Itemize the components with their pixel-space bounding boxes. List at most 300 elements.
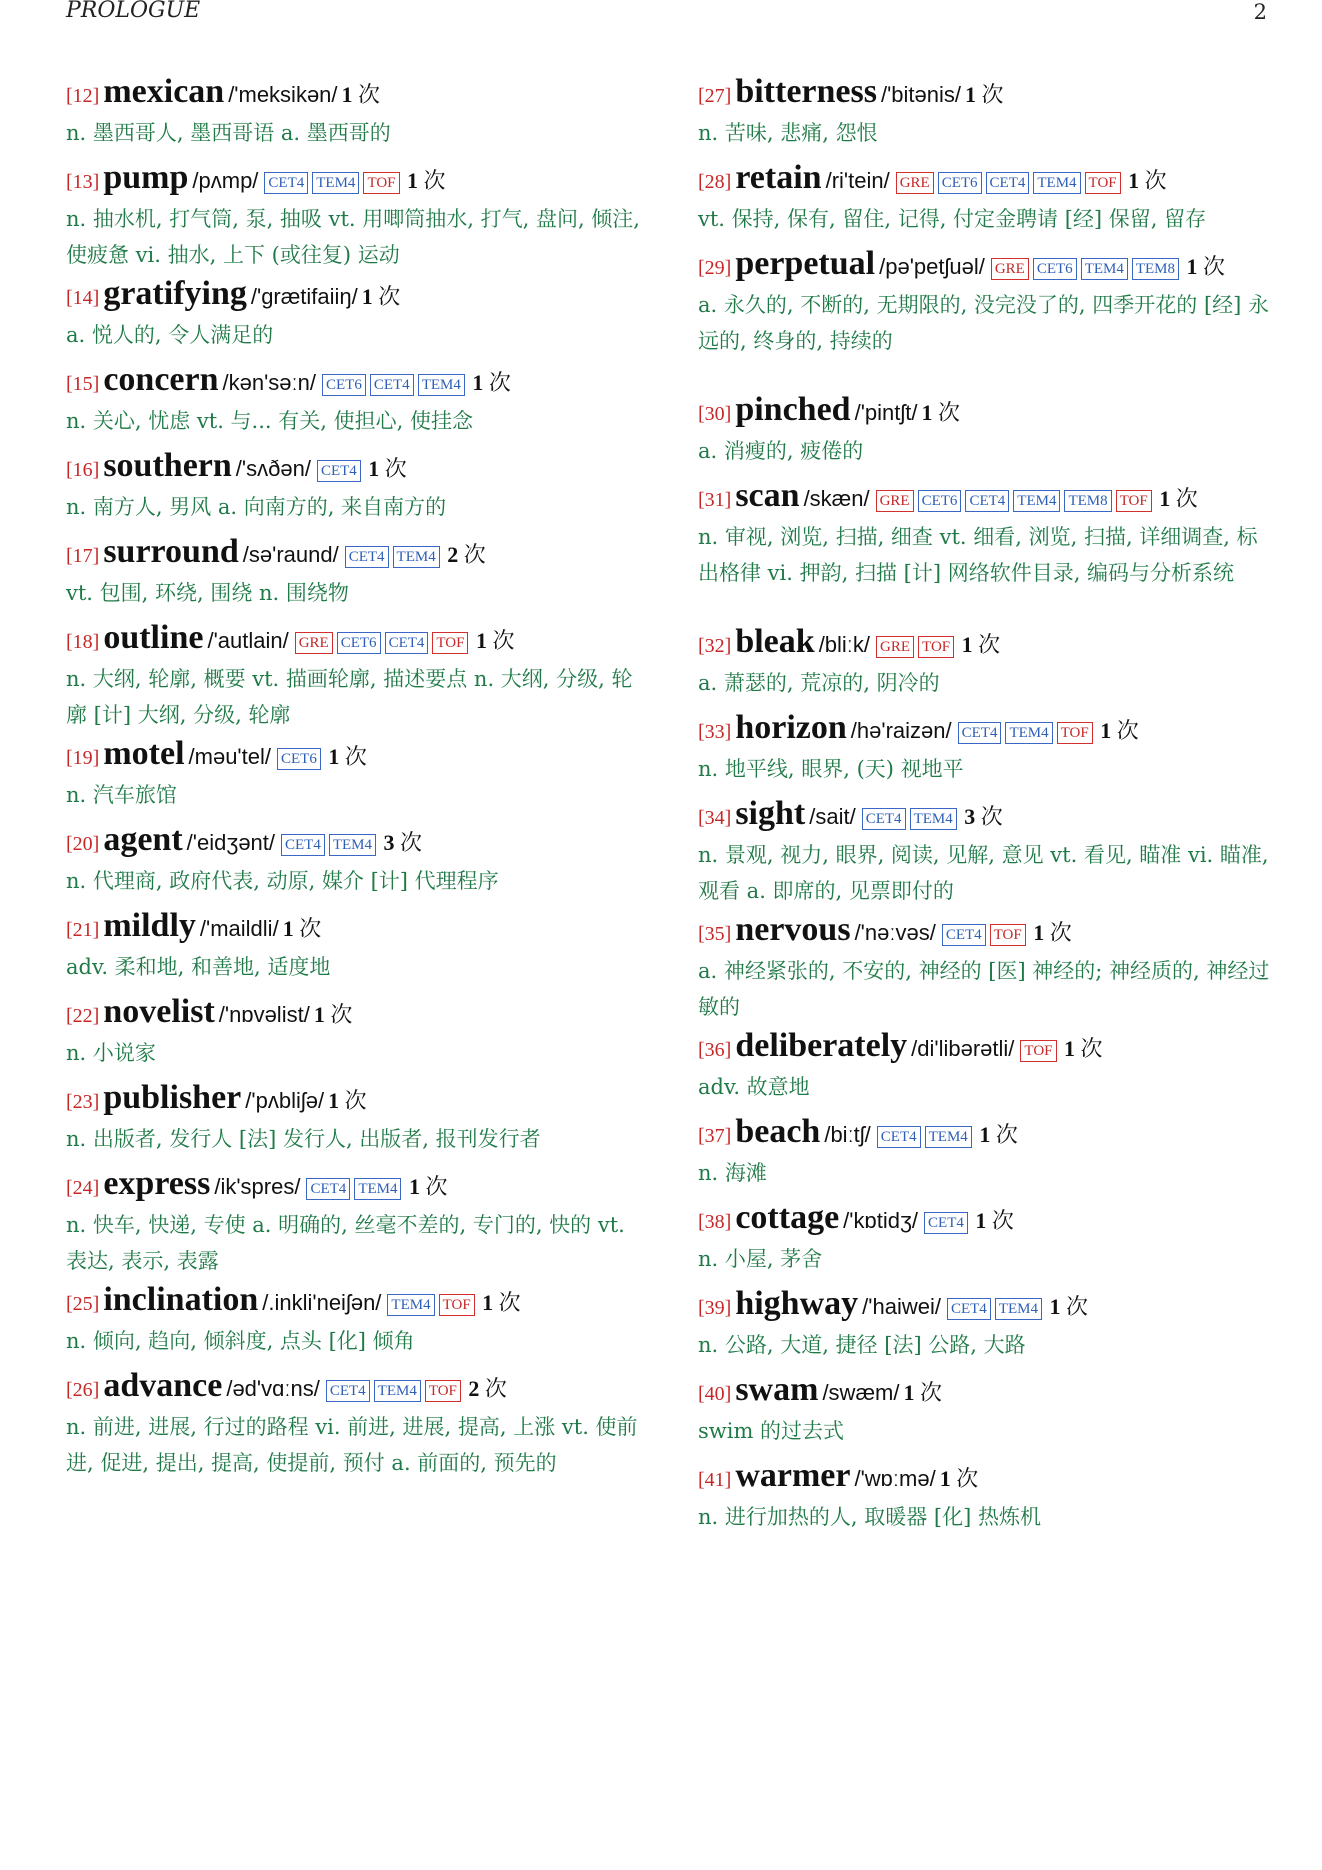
exam-tag-cet4: CET4 <box>947 1298 991 1320</box>
word-entry <box>698 794 1270 909</box>
headword: pinched <box>735 391 851 428</box>
count-unit: 次 <box>484 1376 507 1401</box>
occurrence-count <box>442 542 486 567</box>
entry-headline <box>698 1112 1270 1153</box>
entry-number: [28] <box>698 171 732 193</box>
entry-headline <box>66 274 646 315</box>
occurrence-count <box>940 1466 979 1491</box>
entry-number: [13] <box>66 171 100 193</box>
exam-tag-tof: TOF <box>1116 490 1152 512</box>
occurrence-count <box>402 168 446 193</box>
entry-number: [17] <box>66 545 100 567</box>
entry-headline <box>698 390 1270 431</box>
entry-number: [36] <box>698 1039 732 1061</box>
entry-headline <box>66 1164 646 1205</box>
entry-headline <box>698 708 1270 749</box>
entry-headline <box>698 1198 1270 1239</box>
entry-headline <box>66 906 646 947</box>
exam-tag-tem4: TEM4 <box>418 374 465 396</box>
occurrence-count <box>363 456 407 481</box>
headword: inclination <box>103 1281 259 1318</box>
exam-tag-cet6: CET6 <box>938 172 982 194</box>
entry-number: [15] <box>66 373 100 395</box>
exam-tag-cet4: CET4 <box>877 1126 921 1148</box>
pronunciation: /məu'tel/ <box>188 744 271 769</box>
count-unit: 次 <box>1116 718 1139 743</box>
count-number: 3 <box>383 830 395 855</box>
occurrence-count <box>477 1290 521 1315</box>
definition: vt. 包围, 环绕, 围绕 n. 围绕物 <box>66 580 349 605</box>
count-unit: 次 <box>995 1122 1018 1147</box>
pronunciation: /kən'səːn/ <box>222 370 316 395</box>
definition: n. 关心, 忧虑 vt. 与... 有关, 使担心, 使挂念 <box>66 408 473 433</box>
count-unit: 次 <box>299 916 322 941</box>
definition: n. 抽水机, 打气筒, 泵, 抽吸 vt. 用唧筒抽水, 打气, 盘问, 倾注, 使疲惫 vi. 抽水, 上下 (或往复) 运动 <box>66 206 640 267</box>
exam-tag-tof: TOF <box>918 636 954 658</box>
count-unit: 次 <box>492 628 515 653</box>
pronunciation: /'pintʃt/ <box>854 400 918 425</box>
word-entry <box>66 734 646 813</box>
pronunciation: /bliːk/ <box>818 632 871 657</box>
word-entry <box>698 1370 1270 1449</box>
occurrence-count <box>1095 718 1139 743</box>
headword: novelist <box>103 993 215 1030</box>
occurrence-count <box>970 1208 1014 1233</box>
count-unit: 次 <box>488 370 511 395</box>
word-entry <box>698 72 1270 151</box>
word-entry <box>66 992 646 1071</box>
definition: a. 永久的, 不断的, 无期限的, 没完没了的, 四季开花的 [经] 永远的, 终身的, 持续的 <box>698 292 1270 353</box>
headword: bleak <box>735 623 815 660</box>
count-unit: 次 <box>1144 168 1167 193</box>
count-number: 2 <box>447 542 459 567</box>
occurrence-count <box>1059 1036 1103 1061</box>
exam-tag-tof: TOF <box>1057 722 1093 744</box>
count-number: 1 <box>361 284 373 309</box>
count-unit: 次 <box>358 82 381 107</box>
definition: a. 悦人的, 令人满足的 <box>66 322 274 347</box>
headword: horizon <box>735 709 847 746</box>
count-unit: 次 <box>919 1380 942 1405</box>
count-unit: 次 <box>384 456 407 481</box>
count-number: 1 <box>975 1208 987 1233</box>
count-unit: 次 <box>991 1208 1014 1233</box>
occurrence-count <box>470 628 514 653</box>
exam-tag-tem4: TEM4 <box>354 1178 401 1200</box>
occurrence-count <box>378 830 422 855</box>
occurrence-count <box>1181 254 1225 279</box>
definition: n. 南方人, 男风 a. 向南方的, 来自南方的 <box>66 494 447 519</box>
count-unit: 次 <box>1065 1294 1088 1319</box>
count-number: 1 <box>408 1174 420 1199</box>
entry-number: [22] <box>66 1005 100 1027</box>
count-unit: 次 <box>344 1088 367 1113</box>
exam-tag-cet4: CET4 <box>986 172 1030 194</box>
count-unit: 次 <box>378 284 401 309</box>
definition: a. 萧瑟的, 荒凉的, 阴冷的 <box>698 670 940 695</box>
pronunciation: /'haiwei/ <box>862 1294 941 1319</box>
headword: agent <box>103 821 183 858</box>
occurrence-count <box>328 1088 367 1113</box>
count-number: 1 <box>961 632 973 657</box>
pronunciation: /'kɒtidʒ/ <box>843 1208 919 1233</box>
exam-tag-tem4: TEM4 <box>387 1294 434 1316</box>
exam-tag-gre: GRE <box>876 636 914 658</box>
word-entry <box>698 1284 1270 1363</box>
count-unit: 次 <box>956 1466 979 1491</box>
count-number: 1 <box>407 168 419 193</box>
entry-headline <box>698 476 1270 517</box>
word-entry <box>66 1366 646 1481</box>
headword: swam <box>735 1371 819 1408</box>
occurrence-count <box>903 1380 942 1405</box>
count-number: 1 <box>328 744 340 769</box>
exam-tag-tem4: TEM4 <box>910 808 957 830</box>
pronunciation: /sait/ <box>809 804 856 829</box>
exam-tag-tem4: TEM4 <box>995 1298 1042 1320</box>
word-entry <box>66 446 646 525</box>
exam-tag-tem8: TEM8 <box>1132 258 1179 280</box>
count-number: 1 <box>1128 168 1140 193</box>
word-entry <box>66 1164 646 1279</box>
count-number: 2 <box>468 1376 480 1401</box>
entry-number: [26] <box>66 1379 100 1401</box>
exam-tag-tem4: TEM4 <box>1081 258 1128 280</box>
count-number: 1 <box>979 1122 991 1147</box>
occurrence-count <box>314 1002 353 1027</box>
entry-number: [25] <box>66 1293 100 1315</box>
headword: nervous <box>735 911 851 948</box>
headword: mildly <box>103 907 196 944</box>
occurrence-count <box>403 1174 447 1199</box>
entry-number: [34] <box>698 807 732 829</box>
headword: deliberately <box>735 1027 908 1064</box>
word-entry <box>66 274 646 353</box>
entry-number: [24] <box>66 1177 100 1199</box>
occurrence-count <box>959 804 1003 829</box>
count-unit: 次 <box>463 542 486 567</box>
exam-tag-cet4: CET4 <box>264 172 308 194</box>
definition: n. 景观, 视力, 眼界, 阅读, 见解, 意见 vt. 看见, 瞄准 vi. 瞄准, 观看 a. 即席的, 见票即付的 <box>698 842 1269 903</box>
headword: beach <box>735 1113 821 1150</box>
occurrence-count <box>362 284 401 309</box>
entry-headline <box>66 158 646 199</box>
definition: n. 审视, 浏览, 扫描, 细查 vt. 细看, 浏览, 扫描, 详细调查, 标出格律 vi. 押韵, 扫描 [计] 网络软件目录, 编码与分析系统 <box>698 524 1258 585</box>
occurrence-count <box>922 400 961 425</box>
count-unit: 次 <box>330 1002 353 1027</box>
word-entry <box>66 72 646 151</box>
entry-number: [30] <box>698 403 732 425</box>
pronunciation: /pʌmp/ <box>192 168 259 193</box>
headword: scan <box>735 477 800 514</box>
entry-headline <box>698 622 1270 663</box>
exam-tag-gre: GRE <box>295 632 333 654</box>
pronunciation: /pə'petʃuəl/ <box>879 254 985 279</box>
count-number: 1 <box>1159 486 1171 511</box>
word-entry <box>698 1456 1270 1535</box>
definition: n. 倾向, 趋向, 倾斜度, 点头 [化] 倾角 <box>66 1328 415 1353</box>
count-unit: 次 <box>400 830 423 855</box>
exam-tag-cet6: CET6 <box>1033 258 1077 280</box>
headword: highway <box>735 1285 859 1322</box>
page-number: 2 <box>1253 0 1267 24</box>
entry-headline <box>698 794 1270 835</box>
exam-tag-tof: TOF <box>1020 1040 1056 1062</box>
count-unit: 次 <box>1175 486 1198 511</box>
entry-number: [16] <box>66 459 100 481</box>
occurrence-count <box>974 1122 1018 1147</box>
word-entry <box>66 1078 646 1157</box>
definition: swim 的过去式 <box>698 1418 845 1443</box>
count-unit: 次 <box>425 1174 448 1199</box>
exam-tag-cet4: CET4 <box>326 1380 370 1402</box>
word-entry <box>66 158 646 273</box>
pronunciation: /'grætifaiiŋ/ <box>250 284 358 309</box>
occurrence-count <box>323 744 367 769</box>
word-entry <box>698 1198 1270 1277</box>
headword: publisher <box>103 1079 242 1116</box>
definition: n. 小说家 <box>66 1040 156 1065</box>
headword: express <box>103 1165 211 1202</box>
exam-tag-cet4: CET4 <box>370 374 414 396</box>
count-number: 1 <box>939 1466 951 1491</box>
count-number: 1 <box>475 628 487 653</box>
exam-tag-cet6: CET6 <box>918 490 962 512</box>
entry-number: [38] <box>698 1211 732 1233</box>
exam-tag-tem4: TEM4 <box>1005 722 1052 744</box>
entry-headline <box>66 1366 646 1407</box>
entry-number: [23] <box>66 1091 100 1113</box>
headword: cottage <box>735 1199 840 1236</box>
headword: southern <box>103 447 232 484</box>
entry-number: [18] <box>66 631 100 653</box>
count-number: 1 <box>472 370 484 395</box>
definition: adv. 柔和地, 和善地, 适度地 <box>66 954 331 979</box>
pronunciation: /'pʌbliʃə/ <box>245 1088 325 1113</box>
occurrence-count <box>1028 920 1072 945</box>
exam-tag-gre: GRE <box>896 172 934 194</box>
entry-number: [39] <box>698 1297 732 1319</box>
definition: adv. 故意地 <box>698 1074 810 1099</box>
entry-number: [32] <box>698 635 732 657</box>
pronunciation: /di'libərətli/ <box>911 1036 1015 1061</box>
word-entry <box>698 476 1270 591</box>
headword: motel <box>103 735 185 772</box>
exam-tag-tof: TOF <box>990 924 1026 946</box>
exam-tag-cet4: CET4 <box>345 546 389 568</box>
entry-number: [33] <box>698 721 732 743</box>
exam-tag-tof: TOF <box>1085 172 1121 194</box>
exam-tag-tem4: TEM4 <box>329 834 376 856</box>
count-unit: 次 <box>1080 1036 1103 1061</box>
entry-number: [35] <box>698 923 732 945</box>
entry-headline <box>66 360 646 401</box>
word-entry <box>698 1026 1270 1105</box>
word-entry <box>66 906 646 985</box>
pronunciation: /skæn/ <box>803 486 870 511</box>
exam-tag-cet4: CET4 <box>281 834 325 856</box>
definition: n. 公路, 大道, 捷径 [法] 公路, 大路 <box>698 1332 1026 1357</box>
pronunciation: /'maildli/ <box>199 916 279 941</box>
exam-tag-gre: GRE <box>876 490 914 512</box>
definition: a. 神经紧张的, 不安的, 神经的 [医] 神经的; 神经质的, 神经过敏的 <box>698 958 1270 1019</box>
headword: retain <box>735 159 822 196</box>
pronunciation: /ri'tein/ <box>825 168 890 193</box>
exam-tag-tem4: TEM4 <box>925 1126 972 1148</box>
definition: n. 前进, 进展, 行过的路程 vi. 前进, 进展, 提高, 上涨 vt. 使前进, 促进, 提出, 提高, 使提前, 预付 a. 前面的, 预先的 <box>66 1414 638 1475</box>
count-number: 1 <box>1064 1036 1075 1061</box>
running-header-title: PROLOGUE <box>66 0 201 23</box>
count-unit: 次 <box>498 1290 521 1315</box>
exam-tag-gre: GRE <box>991 258 1029 280</box>
count-number: 1 <box>313 1002 325 1027</box>
exam-tag-cet6: CET6 <box>277 748 321 770</box>
entry-number: [27] <box>698 85 732 107</box>
definition: vt. 保持, 保有, 留住, 记得, 付定金聘请 [经] 保留, 留存 <box>698 206 1207 231</box>
exam-tag-cet6: CET6 <box>322 374 366 396</box>
entry-number: [41] <box>698 1469 732 1491</box>
headword: bitterness <box>735 73 877 110</box>
definition: n. 汽车旅馆 <box>66 782 177 807</box>
count-number: 1 <box>965 82 977 107</box>
exam-tag-cet4: CET4 <box>942 924 986 946</box>
count-unit: 次 <box>423 168 446 193</box>
count-unit: 次 <box>981 82 1004 107</box>
entry-headline <box>698 910 1270 951</box>
occurrence-count <box>467 370 511 395</box>
pronunciation: /'bitənis/ <box>880 82 962 107</box>
entry-number: [37] <box>698 1125 732 1147</box>
count-number: 1 <box>1100 718 1112 743</box>
exam-tag-tof: TOF <box>425 1380 461 1402</box>
exam-tag-tem8: TEM8 <box>1064 490 1111 512</box>
exam-tag-tem4: TEM4 <box>1033 172 1080 194</box>
count-unit: 次 <box>978 632 1001 657</box>
word-entry <box>66 1280 646 1359</box>
word-entry <box>66 820 646 899</box>
pronunciation: /'nɒvəlist/ <box>218 1002 310 1027</box>
definition: n. 大纲, 轮廓, 概要 vt. 描画轮廓, 描述要点 n. 大纲, 分级, 轮廓 [计] 大纲, 分级, 轮廓 <box>66 666 633 727</box>
count-unit: 次 <box>1203 254 1226 279</box>
entry-headline <box>66 1078 646 1119</box>
definition: n. 海滩 <box>698 1160 767 1185</box>
entry-headline <box>66 992 646 1033</box>
pronunciation: /'wɒːmə/ <box>854 1466 936 1491</box>
exam-tag-tof: TOF <box>439 1294 475 1316</box>
headword: pump <box>103 159 189 196</box>
entry-number: [12] <box>66 85 100 107</box>
headword: perpetual <box>735 245 876 282</box>
entry-headline <box>66 532 646 573</box>
count-number: 1 <box>282 916 294 941</box>
headword: mexican <box>103 73 225 110</box>
definition: n. 代理商, 政府代表, 动原, 媒介 [计] 代理程序 <box>66 868 499 893</box>
pronunciation: /'nəːvəs/ <box>854 920 936 945</box>
definition: n. 苦味, 悲痛, 怨恨 <box>698 120 878 145</box>
exam-tag-cet4: CET4 <box>965 490 1009 512</box>
pronunciation: /'eidʒənt/ <box>186 830 276 855</box>
entry-number: [14] <box>66 287 100 309</box>
occurrence-count <box>1044 1294 1088 1319</box>
word-entry <box>698 244 1270 359</box>
count-unit: 次 <box>980 804 1003 829</box>
exam-tag-cet4: CET4 <box>924 1212 968 1234</box>
headword: concern <box>103 361 219 398</box>
count-unit: 次 <box>938 400 961 425</box>
occurrence-count <box>342 82 381 107</box>
count-unit: 次 <box>1049 920 1072 945</box>
word-entry <box>698 622 1270 701</box>
exam-tag-tem4: TEM4 <box>312 172 359 194</box>
entry-headline <box>66 1280 646 1321</box>
count-number: 1 <box>921 400 933 425</box>
entry-headline <box>698 1284 1270 1325</box>
entry-headline <box>698 1370 1270 1411</box>
word-entry <box>66 360 646 439</box>
exam-tag-tof: TOF <box>363 172 399 194</box>
word-entry <box>698 390 1270 469</box>
word-entry <box>698 708 1270 787</box>
entry-number: [21] <box>66 919 100 941</box>
definition: n. 进行加热的人, 取暖器 [化] 热炼机 <box>698 1504 1041 1529</box>
entry-headline <box>66 820 646 861</box>
occurrence-count <box>1123 168 1167 193</box>
pronunciation: /əd'vɑːns/ <box>226 1376 320 1401</box>
count-number: 3 <box>964 804 976 829</box>
pronunciation: /hə'raizən/ <box>850 718 952 743</box>
count-number: 1 <box>1186 254 1198 279</box>
pronunciation: /swæm/ <box>822 1380 900 1405</box>
count-unit: 次 <box>344 744 367 769</box>
word-entry <box>66 532 646 611</box>
count-number: 1 <box>1049 1294 1061 1319</box>
headword: gratifying <box>103 275 247 312</box>
entry-headline <box>66 72 646 113</box>
exam-tag-cet4: CET4 <box>385 632 429 654</box>
entry-headline <box>698 1026 1270 1067</box>
occurrence-count <box>283 916 322 941</box>
occurrence-count <box>965 82 1004 107</box>
count-number: 1 <box>1033 920 1045 945</box>
entry-number: [20] <box>66 833 100 855</box>
pronunciation: /'autlain/ <box>207 628 289 653</box>
entry-headline <box>66 446 646 487</box>
headword: sight <box>735 795 806 832</box>
exam-tag-cet6: CET6 <box>337 632 381 654</box>
exam-tag-tem4: TEM4 <box>393 546 440 568</box>
definition: n. 地平线, 眼界, (天) 视地平 <box>698 756 964 781</box>
entry-headline <box>698 72 1270 113</box>
count-number: 1 <box>368 456 380 481</box>
headword: warmer <box>735 1457 851 1494</box>
entry-headline <box>66 734 646 775</box>
word-entry <box>698 1112 1270 1191</box>
exam-tag-cet4: CET4 <box>306 1178 350 1200</box>
definition: n. 小屋, 茅舍 <box>698 1246 823 1271</box>
headword: outline <box>103 619 204 656</box>
word-entry <box>698 910 1270 1025</box>
entry-headline <box>66 618 646 659</box>
occurrence-count <box>463 1376 507 1401</box>
entry-headline <box>698 158 1270 199</box>
entry-headline <box>698 1456 1270 1497</box>
word-entry <box>66 618 646 733</box>
pronunciation: /'sʌðən/ <box>235 456 311 481</box>
definition: n. 出版者, 发行人 [法] 发行人, 出版者, 报刊发行者 <box>66 1126 541 1151</box>
pronunciation: /'meksikən/ <box>228 82 338 107</box>
count-number: 1 <box>341 82 353 107</box>
exam-tag-tof: TOF <box>432 632 468 654</box>
